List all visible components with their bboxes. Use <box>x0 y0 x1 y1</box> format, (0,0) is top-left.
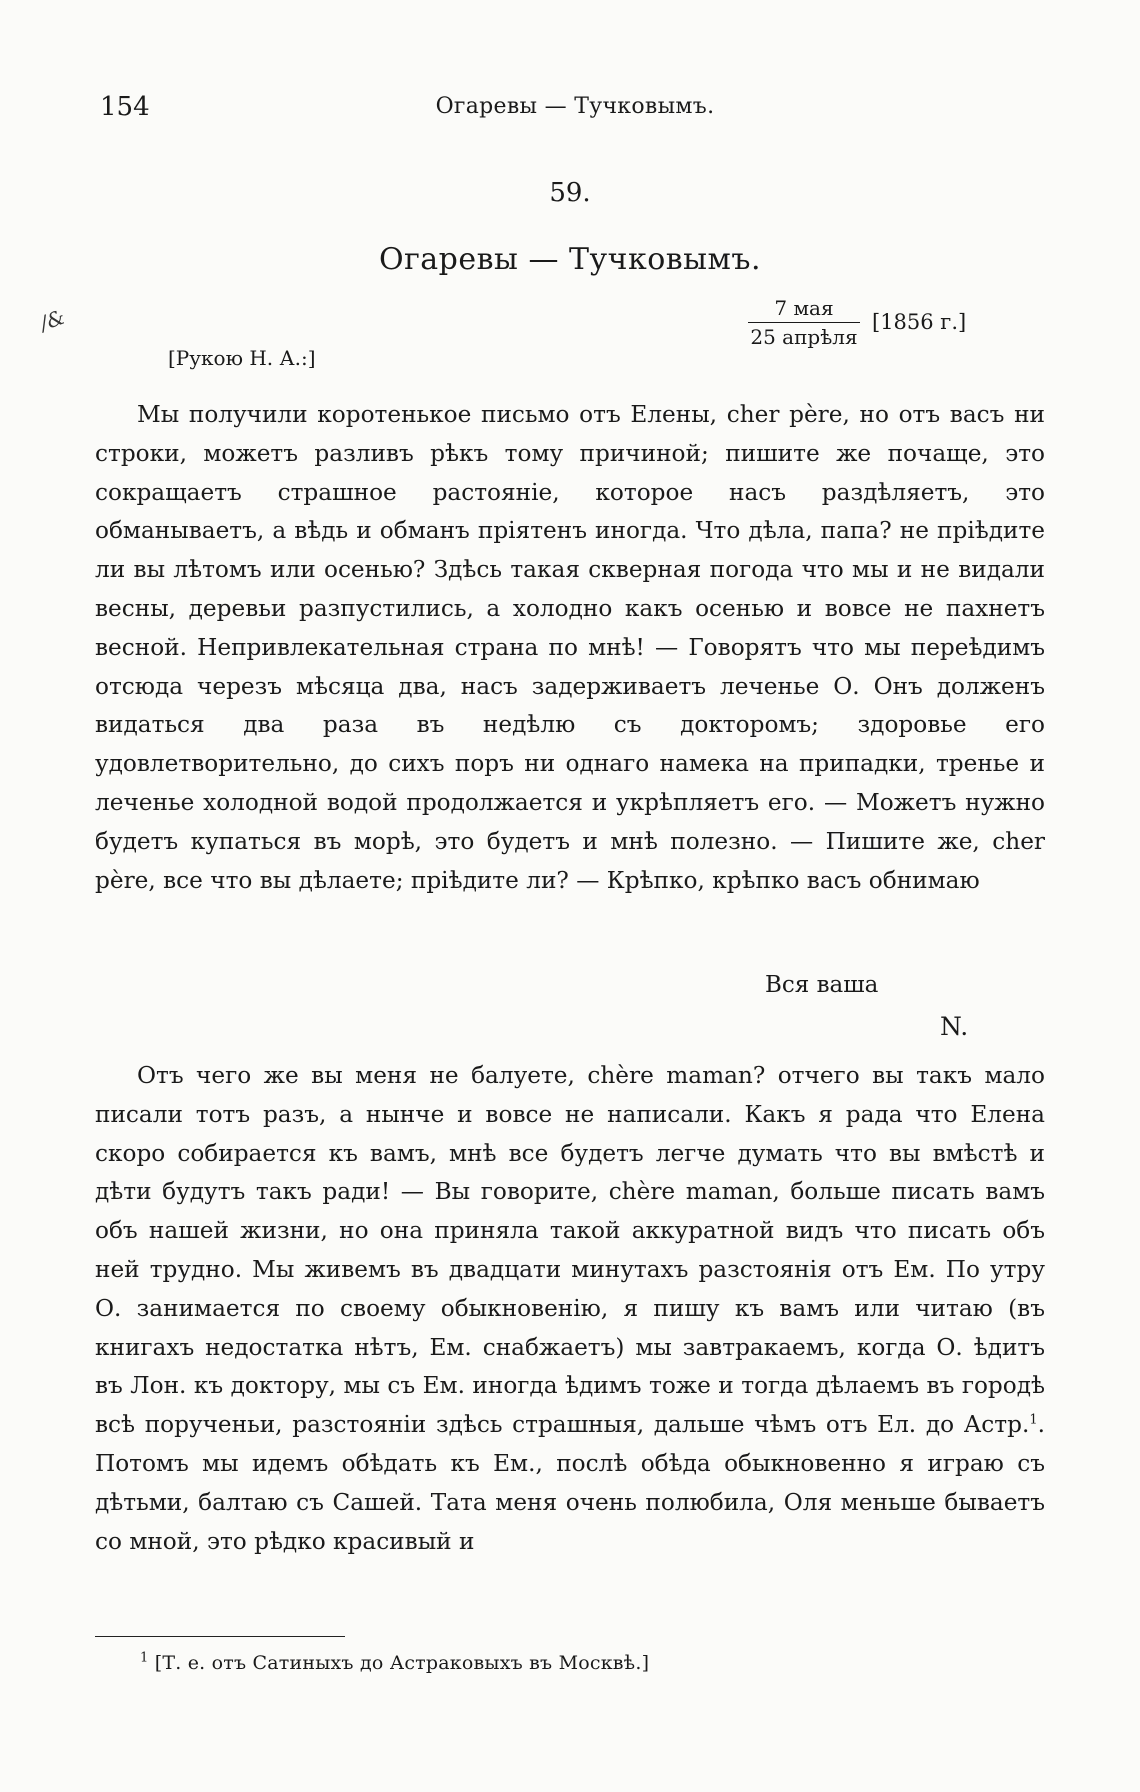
handwriting-note: [Рукою Н. А.:] <box>168 346 316 370</box>
letter-date <box>748 296 988 356</box>
margin-pencil-mark: /& <box>36 304 68 336</box>
date-old-style: 25 апрѣля <box>750 325 858 349</box>
date-fraction <box>748 296 860 349</box>
letter-title: Огаревы — Тучковымъ. <box>378 242 762 277</box>
footnote-marker: 1 <box>140 1650 149 1666</box>
running-title: Огаревы — Тучковымъ. <box>435 94 715 119</box>
footnote-divider <box>95 1636 345 1637</box>
paragraph-1: Мы получили коротенькое письмо отъ Елены, cher père, но отъ васъ ни строки, можетъ разливъ рѣкъ тому причиной; пишите же почаще, это сокращаетъ страшное растояніе, которое насъ раздѣляетъ, это обманываетъ, а вѣдь и обманъ пріятенъ иногда. Что дѣла, папа? не пріѣдите ли вы лѣтомъ или осенью? Здѣсь такая скверная погода что мы и не видали весны, деревьи разпустились, а холодно какъ осенью и вовсе не пахнетъ весной. Непривлекательная страна по мнѣ! — Говорятъ что мы переѣдимъ отсюда черезъ мѣсяца два, насъ задерживаетъ леченье О. Онъ долженъ видаться два раза въ недѣлю съ докторомъ; здоровье его удовлетворительно, до сихъ поръ ни однаго намека на припадки, тренье и леченье холодной водой продолжается и укрѣпляетъ его. — Можетъ нужно будетъ купаться въ морѣ, это будетъ и мнѣ полезно. — Пишите же, cher père, все что вы дѣлаете; пріѣдите ли? — Крѣпко, крѣпко васъ обнимаю <box>95 401 1045 894</box>
date-new-style: 7 мая <box>748 296 860 323</box>
footnote-reference[interactable]: 1 <box>1029 1412 1038 1428</box>
paragraph-2-text-b: . Потомъ мы идемъ обѣдать къ Ем., послѣ обѣда обыкновенно я играю съ дѣтьми, балтаю съ Сашей. Тата меня очень полюбила, Оля меньше бываетъ со мной, это рѣдко красивый и <box>95 1411 1045 1555</box>
footnote <box>140 1652 649 1674</box>
signature: N. <box>940 1012 969 1041</box>
running-head <box>100 92 1050 132</box>
page-number: 154 <box>100 92 150 122</box>
date-year: [1856 г.] <box>872 310 967 334</box>
paragraph-2 <box>95 1057 1045 1561</box>
footnote-text: [Т. е. отъ Сатиныхъ до Астраковыхъ въ Москвѣ.] <box>148 1652 650 1674</box>
paragraph-2-text-a: Отъ чего же вы меня не балуете, chère maman? отчего вы такъ мало писали тотъ разъ, а нынче и вовсе не написали. Какъ я рада что Елена скоро собирается къ вамъ, мнѣ все будетъ легче думать что вы вмѣстѣ и дѣти будутъ такъ ради! — Вы говорите, chère maman, больше писать вамъ объ нашей жизни, но она приняла такой аккуратной видъ что писать объ ней трудно. Мы живемъ въ двадцати минутахъ разстоянія отъ Ем. По утру О. занимается по своему обыкновенію, я пишу къ вамъ или читаю (въ книгахъ недостатка нѣтъ, Ем. снабжаетъ) мы завтракаемъ, когда О. ѣдитъ въ Лон. къ доктору, мы съ Ем. иногда ѣдимъ тоже и тогда дѣлаемъ въ городѣ всѣ порученьи, разстояніи здѣсь страшныя, дальше чѣмъ отъ Ел. до Астр. <box>95 1062 1045 1439</box>
closing-line: Вся ваша <box>765 972 879 998</box>
letter-number: 59. <box>549 178 591 208</box>
